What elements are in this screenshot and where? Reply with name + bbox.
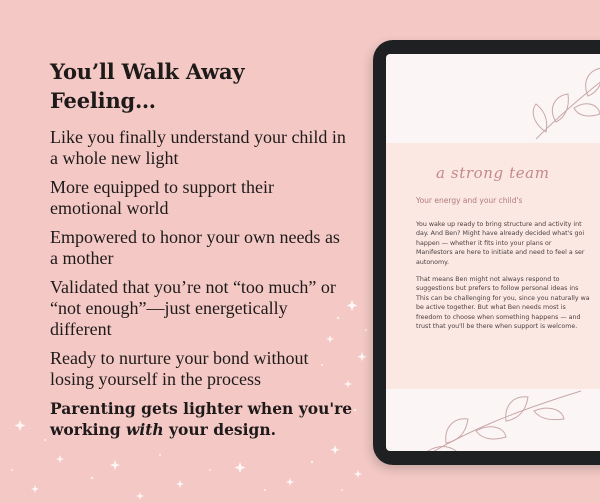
feeling-line: “not enough”—just energetically	[50, 298, 288, 318]
paragraph-line: That means Ben might not always respond to	[416, 276, 560, 283]
leaf-illustration-icon	[526, 54, 600, 144]
tablet-mockup	[373, 40, 600, 465]
feeling-line: More equipped to support their	[50, 177, 274, 197]
closing-line-part: your design.	[163, 420, 277, 439]
feeling-line: a whole new light	[50, 148, 179, 168]
closing-statement	[50, 398, 360, 440]
paragraph-line: autonomy.	[416, 258, 449, 266]
feeling-item	[50, 177, 360, 219]
paragraph-line: This can be challenging for you, since you naturally wa	[416, 294, 590, 302]
feeling-line: different	[50, 319, 112, 339]
feeling-item	[50, 227, 360, 269]
paragraph-line: be active together. But what Ben needs most is	[416, 304, 566, 312]
feeling-item	[50, 277, 360, 340]
paragraph-line: suggestions but prefers to follow personal ideas ins	[416, 285, 579, 293]
tablet-screen	[386, 54, 600, 451]
feeling-line: a mother	[50, 248, 114, 268]
closing-emphasis: with	[125, 420, 164, 439]
screen-title: a strong team	[436, 164, 550, 182]
screen-subtitle: Your energy and your child's	[416, 196, 523, 205]
section-heading	[50, 57, 360, 115]
feeling-item	[50, 127, 360, 169]
paragraph-line: Manifestors are here to initiate and need to feel a ser	[416, 249, 585, 257]
feeling-line: Validated that you’re not “too much” or	[50, 277, 336, 297]
paragraph-line: You wake up ready to bring structure and activity int	[416, 221, 582, 228]
heading-line: You’ll Walk Away	[50, 59, 245, 84]
paragraph-line: happen — whether it fits into your plans or	[416, 239, 552, 247]
feeling-line: Like you finally understand your child in	[50, 127, 346, 147]
benefits-copy	[50, 57, 360, 440]
screen-paragraph	[416, 220, 600, 267]
feeling-line: losing yourself in the process	[50, 369, 261, 389]
feeling-line: Ready to nurture your bond without	[50, 348, 309, 368]
heading-line: Feeling…	[50, 88, 156, 113]
leaf-illustration-icon	[416, 381, 586, 451]
paragraph-line: freedom to choose when something happens — and	[416, 313, 581, 321]
closing-line-part: working	[50, 420, 126, 439]
screen-paragraph	[416, 275, 600, 331]
paragraph-line: day. And Ben? Might have already decided what's goi	[416, 230, 585, 238]
feeling-line: emotional world	[50, 198, 169, 218]
feeling-item	[50, 348, 360, 390]
paragraph-line: trust that you'll be there when support is welcome.	[416, 323, 578, 331]
feeling-line: Empowered to honor your own needs as	[50, 227, 340, 247]
closing-line: Parenting gets lighter when you're	[50, 399, 353, 418]
